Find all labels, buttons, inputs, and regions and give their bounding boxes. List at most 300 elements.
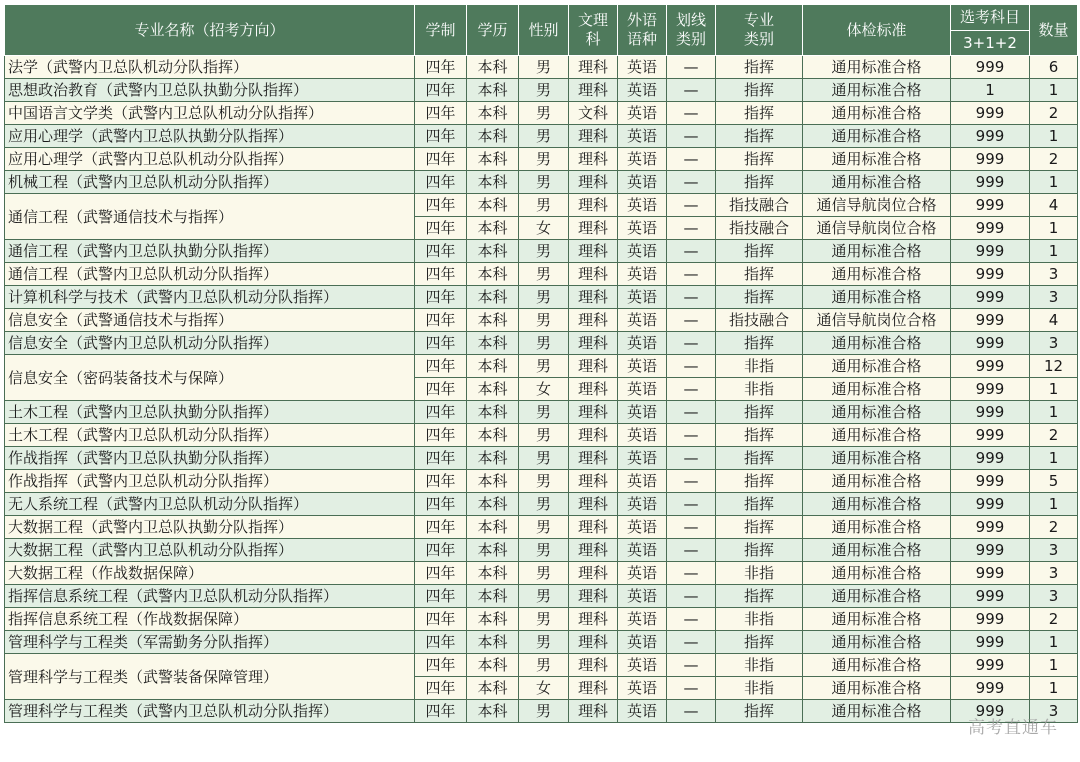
cell-physical: 通用标准合格 (803, 562, 951, 585)
cell-major-name: 通信工程（武警内卫总队机动分队指挥） (5, 263, 415, 286)
cell-gender: 男 (519, 608, 569, 631)
cell-degree: 本科 (467, 148, 519, 171)
cell-language: 英语 (618, 332, 667, 355)
cell-subjects: 999 (951, 654, 1030, 677)
cell-major-type: 非指 (716, 378, 803, 401)
cell-major-name: 大数据工程（武警内卫总队机动分队指挥） (5, 539, 415, 562)
cell-subjects: 999 (951, 355, 1030, 378)
header-language: 外语 语种 (618, 5, 667, 56)
cell-count: 1 (1030, 493, 1078, 516)
cell-subjects: 999 (951, 102, 1030, 125)
cell-count: 3 (1030, 585, 1078, 608)
cell-degree: 本科 (467, 332, 519, 355)
cell-physical: 通用标准合格 (803, 148, 951, 171)
cell-line: — (667, 79, 716, 102)
cell-gender: 男 (519, 125, 569, 148)
cell-subjects: 999 (951, 631, 1030, 654)
cell-language: 英语 (618, 654, 667, 677)
cell-count: 1 (1030, 447, 1078, 470)
cell-degree: 本科 (467, 355, 519, 378)
cell-degree: 本科 (467, 654, 519, 677)
cell-degree: 本科 (467, 217, 519, 240)
cell-arts-sci: 理科 (569, 562, 618, 585)
cell-gender: 男 (519, 355, 569, 378)
cell-degree: 本科 (467, 424, 519, 447)
cell-major-type: 指挥 (716, 516, 803, 539)
cell-count: 3 (1030, 562, 1078, 585)
cell-language: 英语 (618, 355, 667, 378)
cell-language: 英语 (618, 102, 667, 125)
header-major-type: 专业 类别 (716, 5, 803, 56)
cell-subjects: 999 (951, 378, 1030, 401)
cell-count: 3 (1030, 700, 1078, 723)
cell-physical: 通信导航岗位合格 (803, 309, 951, 332)
header-name: 专业名称（招考方向） (5, 5, 415, 56)
cell-gender: 男 (519, 56, 569, 79)
cell-subjects: 999 (951, 447, 1030, 470)
cell-major-type: 非指 (716, 654, 803, 677)
cell-major-name: 大数据工程（作战数据保障） (5, 562, 415, 585)
cell-degree: 本科 (467, 516, 519, 539)
cell-major-name: 土木工程（武警内卫总队机动分队指挥） (5, 424, 415, 447)
cell-language: 英语 (618, 631, 667, 654)
cell-duration: 四年 (415, 424, 467, 447)
cell-gender: 男 (519, 585, 569, 608)
cell-physical: 通用标准合格 (803, 700, 951, 723)
cell-subjects: 999 (951, 401, 1030, 424)
cell-degree: 本科 (467, 401, 519, 424)
cell-physical: 通用标准合格 (803, 79, 951, 102)
cell-subjects: 999 (951, 263, 1030, 286)
cell-language: 英语 (618, 470, 667, 493)
cell-arts-sci: 理科 (569, 355, 618, 378)
cell-gender: 男 (519, 654, 569, 677)
cell-count: 2 (1030, 148, 1078, 171)
table-body (5, 56, 1078, 723)
header-arts-sci: 文理 科 (569, 5, 618, 56)
cell-duration: 四年 (415, 539, 467, 562)
cell-count: 1 (1030, 378, 1078, 401)
cell-subjects: 999 (951, 240, 1030, 263)
cell-arts-sci: 理科 (569, 217, 618, 240)
table-row (5, 401, 1078, 424)
cell-arts-sci: 理科 (569, 631, 618, 654)
cell-gender: 男 (519, 102, 569, 125)
cell-degree: 本科 (467, 378, 519, 401)
cell-arts-sci: 理科 (569, 171, 618, 194)
cell-degree: 本科 (467, 240, 519, 263)
cell-major-name: 计算机科学与技术（武警内卫总队机动分队指挥） (5, 286, 415, 309)
cell-arts-sci: 理科 (569, 654, 618, 677)
cell-count: 5 (1030, 470, 1078, 493)
cell-line: — (667, 217, 716, 240)
header-count: 数量 (1030, 5, 1078, 56)
cell-line: — (667, 378, 716, 401)
cell-arts-sci: 理科 (569, 677, 618, 700)
table-row (5, 263, 1078, 286)
header-physical: 体检标准 (803, 5, 951, 56)
cell-line: — (667, 355, 716, 378)
cell-arts-sci: 理科 (569, 125, 618, 148)
cell-physical: 通用标准合格 (803, 332, 951, 355)
cell-subjects: 999 (951, 493, 1030, 516)
table-row (5, 493, 1078, 516)
cell-subjects: 999 (951, 286, 1030, 309)
cell-subjects: 999 (951, 424, 1030, 447)
cell-major-type: 指挥 (716, 631, 803, 654)
cell-line: — (667, 171, 716, 194)
table-row (5, 539, 1078, 562)
cell-major-type: 指挥 (716, 79, 803, 102)
cell-major-type: 指挥 (716, 700, 803, 723)
cell-subjects: 999 (951, 539, 1030, 562)
cell-language: 英语 (618, 447, 667, 470)
cell-line: — (667, 700, 716, 723)
cell-major-type: 非指 (716, 608, 803, 631)
header-duration: 学制 (415, 5, 467, 56)
cell-duration: 四年 (415, 194, 467, 217)
cell-degree: 本科 (467, 286, 519, 309)
cell-major-name: 无人系统工程（武警内卫总队机动分队指挥） (5, 493, 415, 516)
cell-language: 英语 (618, 56, 667, 79)
table-row (5, 56, 1078, 79)
cell-count: 1 (1030, 171, 1078, 194)
cell-duration: 四年 (415, 401, 467, 424)
cell-degree: 本科 (467, 102, 519, 125)
cell-line: — (667, 240, 716, 263)
cell-line: — (667, 424, 716, 447)
cell-physical: 通用标准合格 (803, 263, 951, 286)
cell-arts-sci: 理科 (569, 539, 618, 562)
cell-language: 英语 (618, 700, 667, 723)
cell-degree: 本科 (467, 493, 519, 516)
cell-duration: 四年 (415, 125, 467, 148)
cell-language: 英语 (618, 562, 667, 585)
cell-subjects: 1 (951, 79, 1030, 102)
cell-major-type: 非指 (716, 677, 803, 700)
cell-line: — (667, 263, 716, 286)
cell-physical: 通信导航岗位合格 (803, 194, 951, 217)
cell-gender: 女 (519, 217, 569, 240)
table-row (5, 447, 1078, 470)
header-subjects: 选考科目 (951, 5, 1030, 31)
cell-language: 英语 (618, 240, 667, 263)
table-row (5, 654, 1078, 677)
cell-arts-sci: 理科 (569, 332, 618, 355)
cell-duration: 四年 (415, 148, 467, 171)
cell-degree: 本科 (467, 470, 519, 493)
cell-subjects: 999 (951, 171, 1030, 194)
cell-major-name: 应用心理学（武警内卫总队执勤分队指挥） (5, 125, 415, 148)
cell-degree: 本科 (467, 700, 519, 723)
cell-line: — (667, 631, 716, 654)
cell-count: 2 (1030, 102, 1078, 125)
cell-gender: 女 (519, 677, 569, 700)
cell-gender: 男 (519, 148, 569, 171)
cell-physical: 通用标准合格 (803, 539, 951, 562)
cell-physical: 通用标准合格 (803, 493, 951, 516)
cell-count: 1 (1030, 217, 1078, 240)
cell-count: 3 (1030, 539, 1078, 562)
cell-physical: 通用标准合格 (803, 171, 951, 194)
cell-gender: 男 (519, 263, 569, 286)
cell-degree: 本科 (467, 309, 519, 332)
cell-major-type: 指挥 (716, 240, 803, 263)
cell-physical: 通用标准合格 (803, 585, 951, 608)
table-row (5, 585, 1078, 608)
cell-major-type: 指技融合 (716, 217, 803, 240)
cell-language: 英语 (618, 217, 667, 240)
cell-major-name: 思想政治教育（武警内卫总队执勤分队指挥） (5, 79, 415, 102)
cell-major-type: 非指 (716, 562, 803, 585)
cell-physical: 通用标准合格 (803, 470, 951, 493)
cell-arts-sci: 理科 (569, 493, 618, 516)
cell-degree: 本科 (467, 608, 519, 631)
cell-arts-sci: 理科 (569, 516, 618, 539)
cell-degree: 本科 (467, 677, 519, 700)
cell-line: — (667, 493, 716, 516)
cell-physical: 通用标准合格 (803, 631, 951, 654)
cell-line: — (667, 585, 716, 608)
cell-major-name: 中国语言文学类（武警内卫总队机动分队指挥） (5, 102, 415, 125)
cell-major-name: 管理科学与工程类（军需勤务分队指挥） (5, 631, 415, 654)
cell-language: 英语 (618, 677, 667, 700)
header-line: 划线 类别 (667, 5, 716, 56)
cell-major-type: 指挥 (716, 585, 803, 608)
table-row (5, 700, 1078, 723)
cell-major-type: 指技融合 (716, 309, 803, 332)
cell-line: — (667, 677, 716, 700)
cell-physical: 通用标准合格 (803, 355, 951, 378)
cell-major-name: 指挥信息系统工程（武警内卫总队机动分队指挥） (5, 585, 415, 608)
cell-physical: 通用标准合格 (803, 424, 951, 447)
table-row (5, 240, 1078, 263)
cell-duration: 四年 (415, 309, 467, 332)
cell-line: — (667, 286, 716, 309)
cell-arts-sci: 理科 (569, 378, 618, 401)
cell-major-type: 指挥 (716, 493, 803, 516)
cell-line: — (667, 470, 716, 493)
cell-arts-sci: 理科 (569, 286, 618, 309)
cell-language: 英语 (618, 148, 667, 171)
cell-gender: 男 (519, 286, 569, 309)
cell-gender: 男 (519, 631, 569, 654)
cell-major-type: 指挥 (716, 263, 803, 286)
cell-subjects: 999 (951, 562, 1030, 585)
cell-degree: 本科 (467, 56, 519, 79)
cell-major-name: 管理科学与工程类（武警装备保障管理） (5, 654, 415, 700)
cell-line: — (667, 125, 716, 148)
cell-subjects: 999 (951, 194, 1030, 217)
table-row (5, 194, 1078, 217)
cell-duration: 四年 (415, 516, 467, 539)
cell-duration: 四年 (415, 217, 467, 240)
cell-gender: 女 (519, 378, 569, 401)
cell-major-type: 指挥 (716, 56, 803, 79)
cell-gender: 男 (519, 309, 569, 332)
cell-degree: 本科 (467, 79, 519, 102)
cell-line: — (667, 608, 716, 631)
table-row (5, 309, 1078, 332)
cell-duration: 四年 (415, 631, 467, 654)
cell-count: 1 (1030, 654, 1078, 677)
table-row (5, 148, 1078, 171)
cell-arts-sci: 理科 (569, 700, 618, 723)
cell-major-type: 指挥 (716, 539, 803, 562)
cell-arts-sci: 理科 (569, 585, 618, 608)
cell-count: 2 (1030, 516, 1078, 539)
cell-line: — (667, 562, 716, 585)
cell-major-name: 应用心理学（武警内卫总队机动分队指挥） (5, 148, 415, 171)
cell-physical: 通用标准合格 (803, 286, 951, 309)
table-row (5, 562, 1078, 585)
cell-major-type: 指挥 (716, 332, 803, 355)
cell-subjects: 999 (951, 217, 1030, 240)
cell-major-name: 管理科学与工程类（武警内卫总队机动分队指挥） (5, 700, 415, 723)
cell-language: 英语 (618, 539, 667, 562)
cell-physical: 通用标准合格 (803, 654, 951, 677)
cell-language: 英语 (618, 516, 667, 539)
cell-duration: 四年 (415, 332, 467, 355)
cell-major-type: 指挥 (716, 424, 803, 447)
table-row (5, 470, 1078, 493)
cell-subjects: 999 (951, 148, 1030, 171)
cell-physical: 通用标准合格 (803, 240, 951, 263)
watermark-text: 高考直通车 (968, 718, 1058, 738)
cell-duration: 四年 (415, 378, 467, 401)
cell-subjects: 999 (951, 608, 1030, 631)
cell-physical: 通用标准合格 (803, 125, 951, 148)
cell-duration: 四年 (415, 263, 467, 286)
cell-duration: 四年 (415, 56, 467, 79)
cell-physical: 通用标准合格 (803, 102, 951, 125)
cell-subjects: 999 (951, 125, 1030, 148)
cell-degree: 本科 (467, 125, 519, 148)
cell-gender: 男 (519, 539, 569, 562)
cell-language: 英语 (618, 424, 667, 447)
cell-major-name: 大数据工程（武警内卫总队执勤分队指挥） (5, 516, 415, 539)
cell-duration: 四年 (415, 240, 467, 263)
cell-arts-sci: 理科 (569, 470, 618, 493)
cell-language: 英语 (618, 608, 667, 631)
table-row (5, 171, 1078, 194)
cell-duration: 四年 (415, 608, 467, 631)
cell-major-name: 土木工程（武警内卫总队执勤分队指挥） (5, 401, 415, 424)
cell-major-type: 非指 (716, 355, 803, 378)
cell-major-type: 指挥 (716, 102, 803, 125)
cell-gender: 男 (519, 332, 569, 355)
cell-gender: 男 (519, 194, 569, 217)
cell-duration: 四年 (415, 171, 467, 194)
cell-subjects: 999 (951, 470, 1030, 493)
cell-arts-sci: 理科 (569, 194, 618, 217)
cell-degree: 本科 (467, 539, 519, 562)
cell-physical: 通用标准合格 (803, 56, 951, 79)
cell-duration: 四年 (415, 493, 467, 516)
table-row (5, 608, 1078, 631)
cell-gender: 男 (519, 424, 569, 447)
header-gender: 性别 (519, 5, 569, 56)
cell-gender: 男 (519, 562, 569, 585)
cell-major-name: 信息安全（密码装备技术与保障） (5, 355, 415, 401)
cell-subjects: 999 (951, 585, 1030, 608)
cell-arts-sci: 文科 (569, 102, 618, 125)
cell-arts-sci: 理科 (569, 148, 618, 171)
cell-major-name: 机械工程（武警内卫总队机动分队指挥） (5, 171, 415, 194)
cell-duration: 四年 (415, 562, 467, 585)
cell-major-type: 指挥 (716, 470, 803, 493)
cell-line: — (667, 309, 716, 332)
cell-language: 英语 (618, 493, 667, 516)
cell-gender: 男 (519, 700, 569, 723)
cell-duration: 四年 (415, 286, 467, 309)
cell-language: 英语 (618, 194, 667, 217)
cell-major-type: 指挥 (716, 171, 803, 194)
cell-duration: 四年 (415, 654, 467, 677)
cell-count: 2 (1030, 608, 1078, 631)
cell-language: 英语 (618, 378, 667, 401)
cell-line: — (667, 332, 716, 355)
cell-subjects: 999 (951, 700, 1030, 723)
cell-language: 英语 (618, 585, 667, 608)
cell-subjects: 999 (951, 516, 1030, 539)
cell-count: 4 (1030, 309, 1078, 332)
cell-count: 3 (1030, 332, 1078, 355)
cell-line: — (667, 516, 716, 539)
cell-language: 英语 (618, 171, 667, 194)
cell-language: 英语 (618, 79, 667, 102)
cell-major-type: 指挥 (716, 148, 803, 171)
cell-degree: 本科 (467, 171, 519, 194)
cell-arts-sci: 理科 (569, 240, 618, 263)
cell-gender: 男 (519, 447, 569, 470)
cell-arts-sci: 理科 (569, 79, 618, 102)
cell-language: 英语 (618, 263, 667, 286)
cell-degree: 本科 (467, 585, 519, 608)
table-row (5, 332, 1078, 355)
cell-degree: 本科 (467, 194, 519, 217)
cell-major-name: 信息安全（武警通信技术与指挥） (5, 309, 415, 332)
cell-arts-sci: 理科 (569, 309, 618, 332)
cell-gender: 男 (519, 79, 569, 102)
cell-duration: 四年 (415, 447, 467, 470)
cell-physical: 通用标准合格 (803, 516, 951, 539)
cell-gender: 男 (519, 516, 569, 539)
cell-degree: 本科 (467, 631, 519, 654)
table-row (5, 424, 1078, 447)
cell-physical: 通信导航岗位合格 (803, 217, 951, 240)
cell-count: 4 (1030, 194, 1078, 217)
cell-subjects: 999 (951, 677, 1030, 700)
cell-duration: 四年 (415, 470, 467, 493)
table-row (5, 516, 1078, 539)
cell-gender: 男 (519, 493, 569, 516)
cell-arts-sci: 理科 (569, 447, 618, 470)
cell-major-name: 通信工程（武警内卫总队执勤分队指挥） (5, 240, 415, 263)
cell-language: 英语 (618, 401, 667, 424)
cell-arts-sci: 理科 (569, 263, 618, 286)
cell-gender: 男 (519, 240, 569, 263)
cell-gender: 男 (519, 401, 569, 424)
cell-major-type: 指挥 (716, 447, 803, 470)
cell-gender: 男 (519, 470, 569, 493)
cell-duration: 四年 (415, 585, 467, 608)
cell-major-name: 法学（武警内卫总队机动分队指挥） (5, 56, 415, 79)
cell-arts-sci: 理科 (569, 401, 618, 424)
cell-line: — (667, 56, 716, 79)
cell-major-name: 指挥信息系统工程（作战数据保障） (5, 608, 415, 631)
cell-count: 3 (1030, 286, 1078, 309)
